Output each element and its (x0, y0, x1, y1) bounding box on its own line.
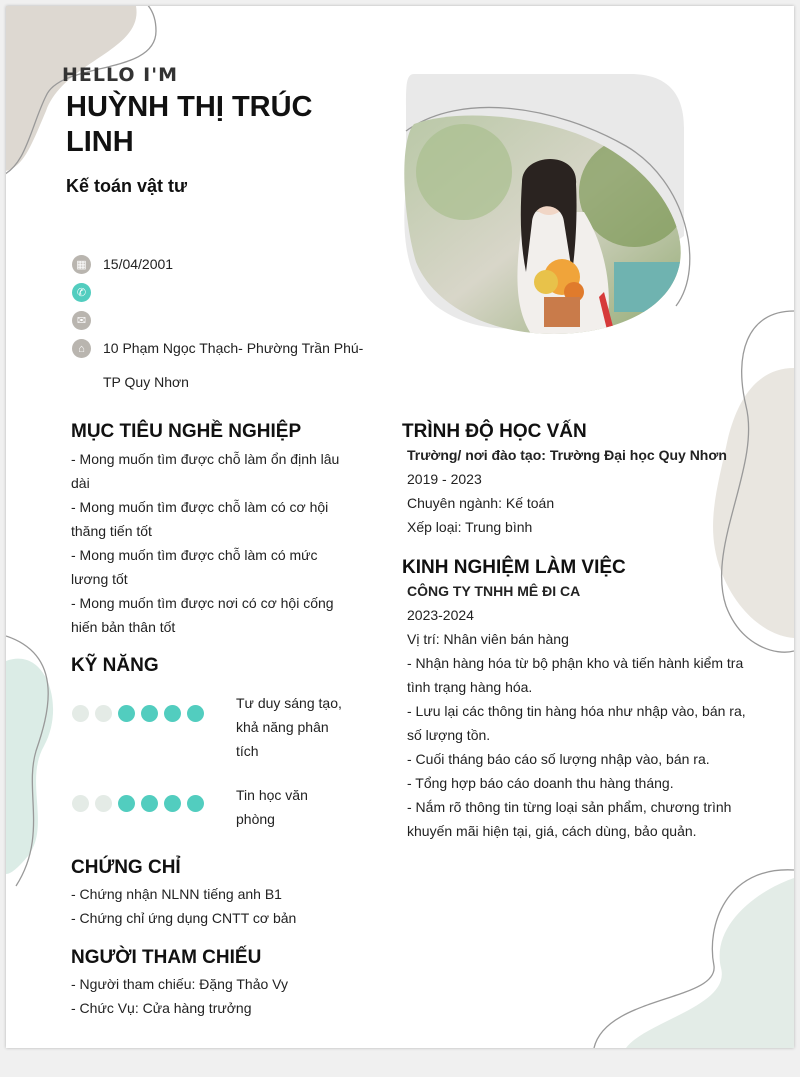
full-name: HUỲNH THỊ TRÚC LINH (66, 91, 313, 158)
education-line: Xếp loại: Trung bình (407, 519, 533, 535)
experience-text (407, 579, 777, 843)
rating-dot-filled (164, 795, 181, 812)
skill-label-line: phòng (236, 811, 275, 827)
rating-dot-filled (141, 705, 158, 722)
experience-line: - Nắm rõ thông tin từng loại sản phẩm, chương trình (407, 799, 732, 815)
education-line: Chuyên ngành: Kế toán (407, 495, 555, 511)
career-goal-line: - Mong muốn tìm được chỗ làm ổn định lâu (71, 451, 340, 467)
reference-line: - Người tham chiếu: Đặng Thảo Vy (71, 976, 288, 992)
experience-title: KINH NGHIỆM LÀM VIỆC (402, 557, 626, 578)
education-title: TRÌNH ĐỘ HỌC VẤN (402, 421, 587, 442)
rating-dot-filled (118, 795, 135, 812)
career-goal-line: thăng tiến tốt (71, 523, 152, 539)
education-text (407, 443, 767, 539)
rating-dot-filled (187, 795, 204, 812)
career-goal-line: lương tốt (71, 571, 128, 587)
skills-title: KỸ NĂNG (71, 655, 159, 676)
career-goal-line: - Mong muốn tìm được chỗ làm có cơ hội (71, 499, 329, 515)
experience-line: tình trạng hàng hóa. (407, 679, 533, 695)
job-title: Kế toán vật tư (66, 176, 188, 196)
experience-line: - Lưu lại các thông tin hàng hóa như nhập vào, bán ra, (407, 703, 746, 719)
experience-line: số lượng tồn. (407, 727, 491, 743)
references-text (71, 972, 288, 1020)
career-goal-text (71, 447, 371, 639)
certificate-line: - Chứng nhận NLNN tiếng anh B1 (71, 886, 282, 902)
experience-line: Vị trí: Nhân viên bán hàng (407, 631, 569, 647)
address-line-1: 10 Phạm Ngọc Thạch- Phường Trần Phú- (103, 340, 364, 356)
experience-line: - Cuối tháng báo cáo số lượng nhập vào, bán ra. (407, 751, 710, 767)
experience-line: khuyến mãi hiện tại, giá, cách dùng, bảo quản. (407, 823, 697, 839)
rating-dot-filled (164, 705, 181, 722)
experience-company: CÔNG TY TNHH MÊ ĐI CA (407, 583, 581, 599)
skill-label-line: Tin học văn (236, 787, 308, 803)
hello-label: HELLO I'M (62, 64, 178, 86)
address-line-2: TP Quy Nhơn (103, 374, 189, 390)
career-goal-line: - Mong muốn tìm được chỗ làm có mức (71, 547, 318, 563)
birthday-row (72, 255, 173, 281)
education-line: 2019 - 2023 (407, 471, 482, 487)
phone-row (72, 283, 103, 302)
email-row (72, 311, 103, 330)
mail-icon: ✉ (72, 311, 91, 330)
rating-dot-empty (95, 705, 112, 722)
education-school: Trường/ nơi đào tạo: Trường Đại học Quy Nhơn (407, 447, 727, 463)
experience-line: - Tổng hợp báo cáo doanh thu hàng tháng. (407, 775, 674, 791)
address-text (103, 331, 363, 399)
profile-photo (404, 112, 688, 338)
career-goal-line: - Mong muốn tìm được nơi có cơ hội cống (71, 595, 334, 611)
skill-label-line: khả năng phân (236, 719, 329, 735)
phone-icon: ✆ (72, 283, 91, 302)
certificates-title: CHỨNG CHỈ (71, 857, 181, 878)
address-row (72, 339, 363, 399)
home-icon: ⌂ (72, 339, 91, 358)
certificate-line: - Chứng chỉ ứng dụng CNTT cơ bản (71, 910, 297, 926)
calendar-icon: ▦ (72, 255, 91, 274)
reference-line: - Chức Vụ: Cửa hàng trưởng (71, 1000, 252, 1016)
references-title: NGƯỜI THAM CHIẾU (71, 947, 262, 968)
rating-dot-empty (72, 705, 89, 722)
experience-line: - Nhận hàng hóa từ bộ phận kho và tiến hành kiểm tra (407, 655, 744, 671)
skill-rating-1 (72, 705, 204, 722)
career-goal-title: MỤC TIÊU NGHỀ NGHIỆP (71, 421, 302, 442)
rating-dot-filled (187, 705, 204, 722)
skill-label-2 (236, 783, 356, 831)
rating-dot-empty (72, 795, 89, 812)
skill-rating-2 (72, 795, 204, 812)
certificates-text (71, 882, 296, 930)
career-goal-line: dài (71, 475, 90, 491)
experience-line: 2023-2024 (407, 607, 474, 623)
birthday-text: 15/04/2001 (103, 256, 174, 272)
rating-dot-empty (95, 795, 112, 812)
rating-dot-filled (118, 705, 135, 722)
rating-dot-filled (141, 795, 158, 812)
resume-page (6, 6, 794, 1048)
career-goal-line: hiến bản thân tốt (71, 619, 176, 635)
skill-label-line: Tư duy sáng tạo, (236, 695, 342, 711)
skill-label-line: tích (236, 743, 259, 759)
skill-label-1 (236, 691, 356, 763)
